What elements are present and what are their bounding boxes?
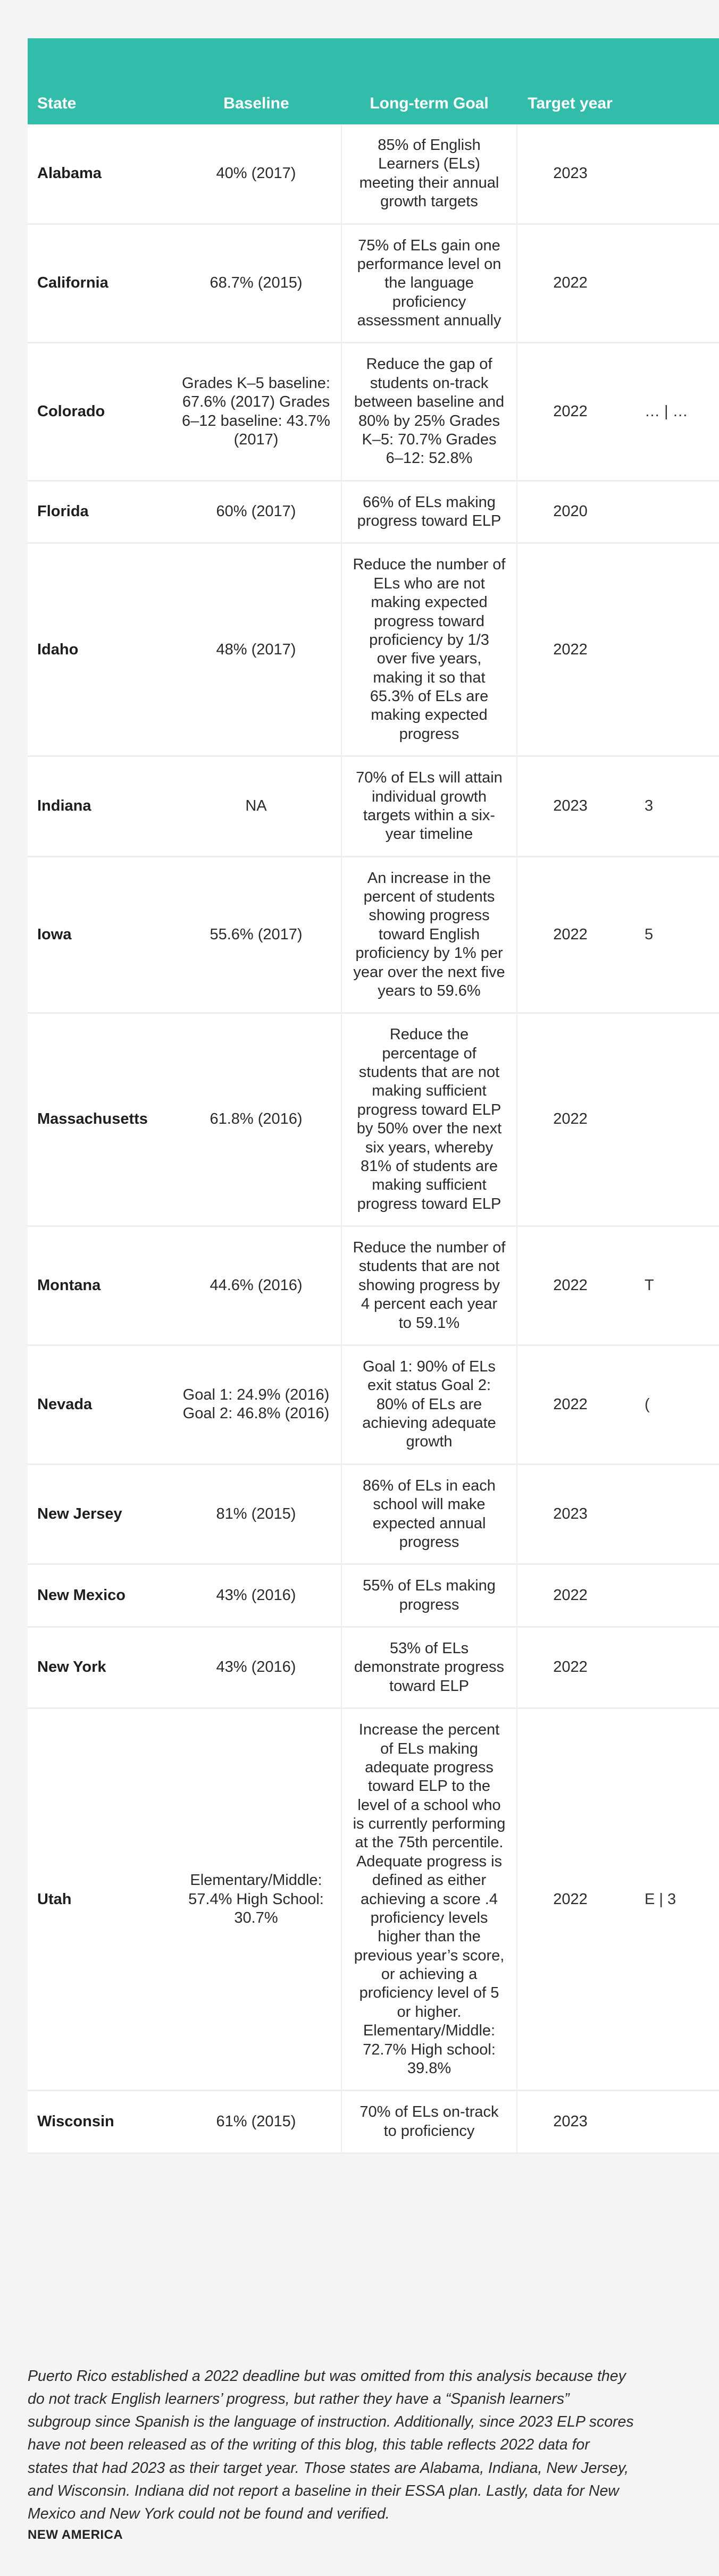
baseline-cell: NA	[171, 756, 341, 857]
table-row	[28, 1226, 719, 1345]
goal-cell: Reduce the number of ELs who are not making expected progress toward proficiency by 1/3 over five years, making it so that 65.3% of ELs are making expected progress	[341, 543, 517, 756]
overflow-cell: E | 3	[623, 1708, 719, 2091]
goal-cell: Reduce the gap of students on-track between baseline and 80% by 25% Grades K–5: 70.7% Grades 6–12: 52.8%	[341, 343, 517, 481]
table-row	[28, 543, 719, 756]
table-row	[28, 224, 719, 343]
state-cell: Indiana	[28, 756, 171, 857]
target-year-cell: 2022	[517, 1345, 623, 1464]
baseline-cell: Grades K–5 baseline: 67.6% (2017) Grades 6–12 baseline: 43.7% (2017)	[171, 343, 341, 481]
overflow-cell	[623, 224, 719, 343]
overflow-cell	[623, 1464, 719, 1564]
baseline-cell: 44.6% (2016)	[171, 1226, 341, 1345]
overflow-cell	[623, 1013, 719, 1226]
table-row	[28, 2091, 719, 2153]
target-year-cell: 2022	[517, 1226, 623, 1345]
header-year: Target year	[517, 38, 623, 124]
state-cell: Florida	[28, 481, 171, 543]
overflow-cell	[623, 543, 719, 756]
goal-cell: 66% of ELs making progress toward ELP	[341, 481, 517, 543]
table-row	[28, 756, 719, 857]
baseline-cell: 60% (2017)	[171, 481, 341, 543]
overflow-cell: 5	[623, 856, 719, 1013]
target-year-cell: 2022	[517, 856, 623, 1013]
overflow-cell: … | …	[623, 343, 719, 481]
state-cell: Montana	[28, 1226, 171, 1345]
table-header	[28, 38, 719, 124]
target-year-cell: 2023	[517, 2091, 623, 2153]
target-year-cell: 2022	[517, 1708, 623, 2091]
state-cell: New York	[28, 1627, 171, 1708]
target-year-cell: 2022	[517, 1013, 623, 1226]
state-cell: Colorado	[28, 343, 171, 481]
overflow-cell	[623, 481, 719, 543]
table-row	[28, 343, 719, 481]
baseline-cell: 81% (2015)	[171, 1464, 341, 1564]
table-body	[28, 124, 719, 2153]
state-cell: Nevada	[28, 1345, 171, 1464]
baseline-cell: 43% (2016)	[171, 1627, 341, 1708]
table-row	[28, 124, 719, 224]
overflow-cell	[623, 1564, 719, 1627]
target-year-cell: 2022	[517, 543, 623, 756]
header-extra	[623, 38, 719, 124]
state-cell: New Mexico	[28, 1564, 171, 1627]
state-cell: Utah	[28, 1708, 171, 2091]
brand-logo-text: NEW AMERICA	[28, 2528, 123, 2542]
state-cell: Massachusetts	[28, 1013, 171, 1226]
baseline-cell: 40% (2017)	[171, 124, 341, 224]
overflow-cell	[623, 1627, 719, 1708]
baseline-cell: 61% (2015)	[171, 2091, 341, 2153]
overflow-cell	[623, 124, 719, 224]
elp-goals-table-container[interactable]	[28, 38, 688, 2154]
header-state: State	[28, 38, 171, 124]
goal-cell: 53% of ELs demonstrate progress toward ELP	[341, 1627, 517, 1708]
goal-cell: Goal 1: 90% of ELs exit status Goal 2: 80% of ELs are achieving adequate growth	[341, 1345, 517, 1464]
baseline-cell: 55.6% (2017)	[171, 856, 341, 1013]
overflow-cell	[623, 2091, 719, 2153]
state-cell: California	[28, 224, 171, 343]
goal-cell: 86% of ELs in each school will make expected annual progress	[341, 1464, 517, 1564]
goal-cell: 55% of ELs making progress	[341, 1564, 517, 1627]
table-row	[28, 1627, 719, 1708]
header-baseline: Baseline	[171, 38, 341, 124]
goal-cell: An increase in the percent of students showing progress toward English proficiency by 1% per year over the next five years to 59.6%	[341, 856, 517, 1013]
target-year-cell: 2023	[517, 756, 623, 857]
table-row	[28, 481, 719, 543]
goal-cell: Increase the percent of ELs making adequate progress toward ELP to the level of a school who is currently performing at the 75th percentile. Adequate progress is defined as either achieving a score .4 proficiency levels higher than the previous year’s score, or achieving a proficiency level of 5 or higher. Elementary/Middle: 72.7% High school: 39.8%	[341, 1708, 517, 2091]
overflow-cell: (	[623, 1345, 719, 1464]
goal-cell: Reduce the percentage of students that are not making sufficient progress toward ELP by 50% over the next six years, whereby 81% of students are making sufficient progress toward ELP	[341, 1013, 517, 1226]
state-cell: Wisconsin	[28, 2091, 171, 2153]
goal-cell: Reduce the number of students that are not showing progress by 4 percent each year to 59.1%	[341, 1226, 517, 1345]
target-year-cell: 2023	[517, 1464, 623, 1564]
goal-cell: 75% of ELs gain one performance level on the language proficiency assessment annually	[341, 224, 517, 343]
target-year-cell: 2022	[517, 1564, 623, 1627]
target-year-cell: 2022	[517, 343, 623, 481]
table-row	[28, 1464, 719, 1564]
goal-cell: 85% of English Learners (ELs) meeting their annual growth targets	[341, 124, 517, 224]
header-goal: Long-term Goal	[341, 38, 517, 124]
goal-cell: 70% of ELs on-track to proficiency	[341, 2091, 517, 2153]
baseline-cell: 61.8% (2016)	[171, 1013, 341, 1226]
overflow-cell: 3	[623, 756, 719, 857]
goal-cell: 70% of ELs will attain individual growth targets within a six-year timeline	[341, 756, 517, 857]
baseline-cell: 68.7% (2015)	[171, 224, 341, 343]
state-cell: Iowa	[28, 856, 171, 1013]
state-cell: Alabama	[28, 124, 171, 224]
baseline-cell: Goal 1: 24.9% (2016) Goal 2: 46.8% (2016)	[171, 1345, 341, 1464]
target-year-cell: 2020	[517, 481, 623, 543]
target-year-cell: 2022	[517, 224, 623, 343]
table-row	[28, 1564, 719, 1627]
table-row	[28, 1345, 719, 1464]
state-cell: New Jersey	[28, 1464, 171, 1564]
target-year-cell: 2023	[517, 124, 623, 224]
target-year-cell: 2022	[517, 1627, 623, 1708]
state-cell: Idaho	[28, 543, 171, 756]
overflow-cell: T	[623, 1226, 719, 1345]
table-row	[28, 1708, 719, 2091]
baseline-cell: 48% (2017)	[171, 543, 341, 756]
baseline-cell: 43% (2016)	[171, 1564, 341, 1627]
table-row	[28, 1013, 719, 1226]
footnote: Puerto Rico established a 2022 deadline but was omitted from this analysis because they do not track English learners’ progress, but rather they have a “Spanish learners” subgroup since Spanish is the language of instruction. Additionally, since 2023 ELP scores have not been released as of the writing of this blog, this table reflects 2022 data for states that had 2023 as their target year. Those states are Alabama, Indiana, New Jersey, and Wisconsin. Indiana did not report a baseline in their ESSA plan. Lastly, data for New Mexico and New York could not be found and verified.	[28, 2367, 634, 2523]
baseline-cell: Elementary/Middle: 57.4% High School: 30.7%	[171, 1708, 341, 2091]
elp-goals-table	[28, 38, 719, 2154]
table-row	[28, 856, 719, 1013]
